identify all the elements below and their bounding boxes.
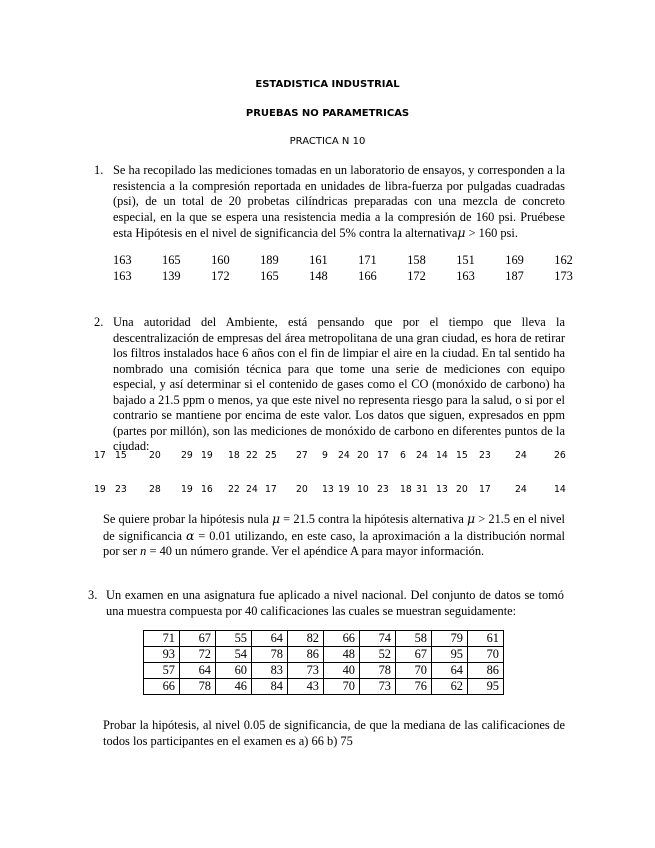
co-value: 25 [265,450,277,461]
data-value: 169 [505,253,524,267]
co-value: 22 [228,484,240,495]
co-value: 14 [554,484,566,495]
data-value: 160 [211,253,230,267]
grade-cell: 71 [144,631,180,647]
grade-cell: 82 [288,631,324,647]
grade-cell: 60 [216,663,252,679]
data-value: 165 [162,253,181,267]
table-row [144,647,504,663]
data-value: 161 [309,253,328,267]
data-value: 189 [260,253,279,267]
topic-title: PRUEBAS NO PARAMETRICAS [245,108,410,119]
co-value: 24 [338,450,350,461]
co-value: 6 [400,450,406,461]
alternative-hypothesis: alternativaμ > 160 psi. [405,225,518,240]
co-value: 14 [436,450,448,461]
alpha-symbol: α [185,527,195,543]
grade-cell: 64 [252,631,288,647]
problem-1-data-row [113,253,573,269]
grade-cell: 57 [144,663,180,679]
grade-cell: 95 [468,679,504,695]
data-value: 172 [211,269,230,283]
grade-cell: 62 [432,679,468,695]
grade-cell: 84 [252,679,288,695]
co-value: 24 [515,450,527,461]
grade-cell: 79 [432,631,468,647]
grade-cell: 74 [360,631,396,647]
co-value: 15 [115,450,127,461]
co-value: 20 [296,484,308,495]
data-value: 151 [456,253,475,267]
co-value: 18 [228,450,240,461]
grade-cell: 76 [396,679,432,695]
data-value: 187 [505,269,524,283]
co-value: 24 [515,484,527,495]
grade-cell: 67 [396,647,432,663]
grade-cell: 78 [180,679,216,695]
co-value: 19 [338,484,350,495]
grade-cell: 55 [216,631,252,647]
grade-cell: 64 [432,663,468,679]
co-value: 13 [322,484,334,495]
grade-cell: 83 [252,663,288,679]
course-title: ESTADISTICA INDUSTRIAL [255,79,400,90]
grade-cell: 86 [288,647,324,663]
problem-3-text: Un examen en una asignatura fue aplicado a nivel nacional. Del conjunto de datos se tomó una muestra compuesta por 40 calificaciones las cuales se muestran seguidamente: [106,588,564,618]
grade-cell: 66 [324,631,360,647]
problem-1-data-row [113,269,573,285]
co-value: 18 [400,484,412,495]
co-value: 19 [94,484,106,495]
data-value: 148 [309,269,328,283]
problem-2-hypothesis: Se quiere probar la hipótesis nula μ = 21.5 contra la hipótesis alternativa μ > 21.5 en el nivel de significancia α = 0.01 utilizando, en este caso, la aproximación a la distribución normal por ser n = 40 un número grande. Ver el apéndice A para mayor información. [103,511,565,558]
problem-1-text: Se ha recopilado las mediciones tomadas en un laboratorio de ensayos, y corresponden a la resistencia a la compresión reportada en unidades de libra-fuerza por pulgadas cuadradas (psi), de un total de 20 probetas cilíndricas preparadas con una mezcla de concreto especial, en la que se espera una resistencia media a la compresión de 160 psi. Pruébese esta Hipótesis en el nivel de significancia del 5% contra la alternativaμ > 160 psi. [113,163,565,240]
co-value: 20 [456,484,468,495]
data-value: 139 [162,269,181,283]
co-value: 17 [265,484,277,495]
co-value: 17 [377,450,389,461]
grade-cell: 73 [288,663,324,679]
co-value: 15 [456,450,468,461]
grade-cell: 73 [360,679,396,695]
co-value: 13 [436,484,448,495]
n-symbol: n [140,544,147,558]
data-value: 158 [407,253,426,267]
data-value: 173 [554,269,573,283]
grade-cell: 54 [216,647,252,663]
data-value: 171 [358,253,377,267]
table-row [144,663,504,679]
grade-cell: 58 [396,631,432,647]
co-value: 23 [115,484,127,495]
co-value: 24 [416,450,428,461]
grade-cell: 48 [324,647,360,663]
table-row [144,679,504,695]
problem-2-text: Una autoridad del Ambiente, está pensando que por el tiempo que lleva la descentralización de empresas del área metropolitana de una gran ciudad, es hora de retirar los filtros instalados hace 6 años con el fin de limpiar el aire en la ciudad. En tal sentido ha nombrado una comisión técnica para que tome una serie de mediciones con equipo especial, y así determinar si el contenido de gases como el CO (monóxido de carbono) ha bajado a 21.5 ppm o menos, ya que este nivel no representa riesgo para la salud, o si por el contrario se mantiene por encima de este valor. Los datos que siguen, expresados en ppm (partes por millón), son las mediciones de monóxido de carbono en diferentes puntos de la ciudad: [113,315,565,453]
data-value: 163 [113,253,132,267]
problem-3-number: 3. [88,588,98,602]
grade-cell: 70 [468,647,504,663]
grade-cell: 93 [144,647,180,663]
data-value: 172 [407,269,426,283]
co-value: 29 [181,450,193,461]
co-value: 24 [246,484,258,495]
co-value: 19 [181,484,193,495]
data-value: 166 [358,269,377,283]
co-value: 19 [201,450,213,461]
co-value: 17 [94,450,106,461]
grade-cell: 67 [180,631,216,647]
co-value: 16 [201,484,213,495]
grade-cell: 40 [324,663,360,679]
co-value: 26 [554,450,566,461]
co-value: 10 [357,484,369,495]
co-value: 20 [357,450,369,461]
grade-cell: 66 [144,679,180,695]
co-value: 9 [322,450,328,461]
data-value: 165 [260,269,279,283]
co-value: 17 [479,484,491,495]
co-value: 20 [149,450,161,461]
mu-symbol: μ [467,511,476,526]
grade-cell: 70 [324,679,360,695]
co-value: 27 [296,450,308,461]
grade-cell: 64 [180,663,216,679]
grade-cell: 78 [360,663,396,679]
data-value: 163 [456,269,475,283]
problem-2-number: 2. [94,315,104,329]
mu-symbol: μ [271,511,281,526]
grade-cell: 72 [180,647,216,663]
data-value: 162 [554,253,573,267]
table-row [144,631,504,647]
grade-cell: 61 [468,631,504,647]
co-value: 28 [149,484,161,495]
grade-cell: 86 [468,663,504,679]
problem-1-number: 1. [94,163,104,177]
data-value: 163 [113,269,132,283]
grade-cell: 46 [216,679,252,695]
grade-cell: 70 [396,663,432,679]
practice-title: PRACTICA N 10 [289,136,366,147]
co-value: 22 [246,450,258,461]
grade-cell: 43 [288,679,324,695]
co-value: 31 [416,484,428,495]
co-value: 23 [479,450,491,461]
grades-table [143,630,504,695]
grade-cell: 95 [432,647,468,663]
problem-3-question: Probar la hipótesis, al nivel 0.05 de significancia, de que la mediana de las calificaciones de todos los participantes en el examen es a) 66 b) 75 [103,718,565,748]
grade-cell: 78 [252,647,288,663]
grade-cell: 52 [360,647,396,663]
co-value: 23 [377,484,389,495]
